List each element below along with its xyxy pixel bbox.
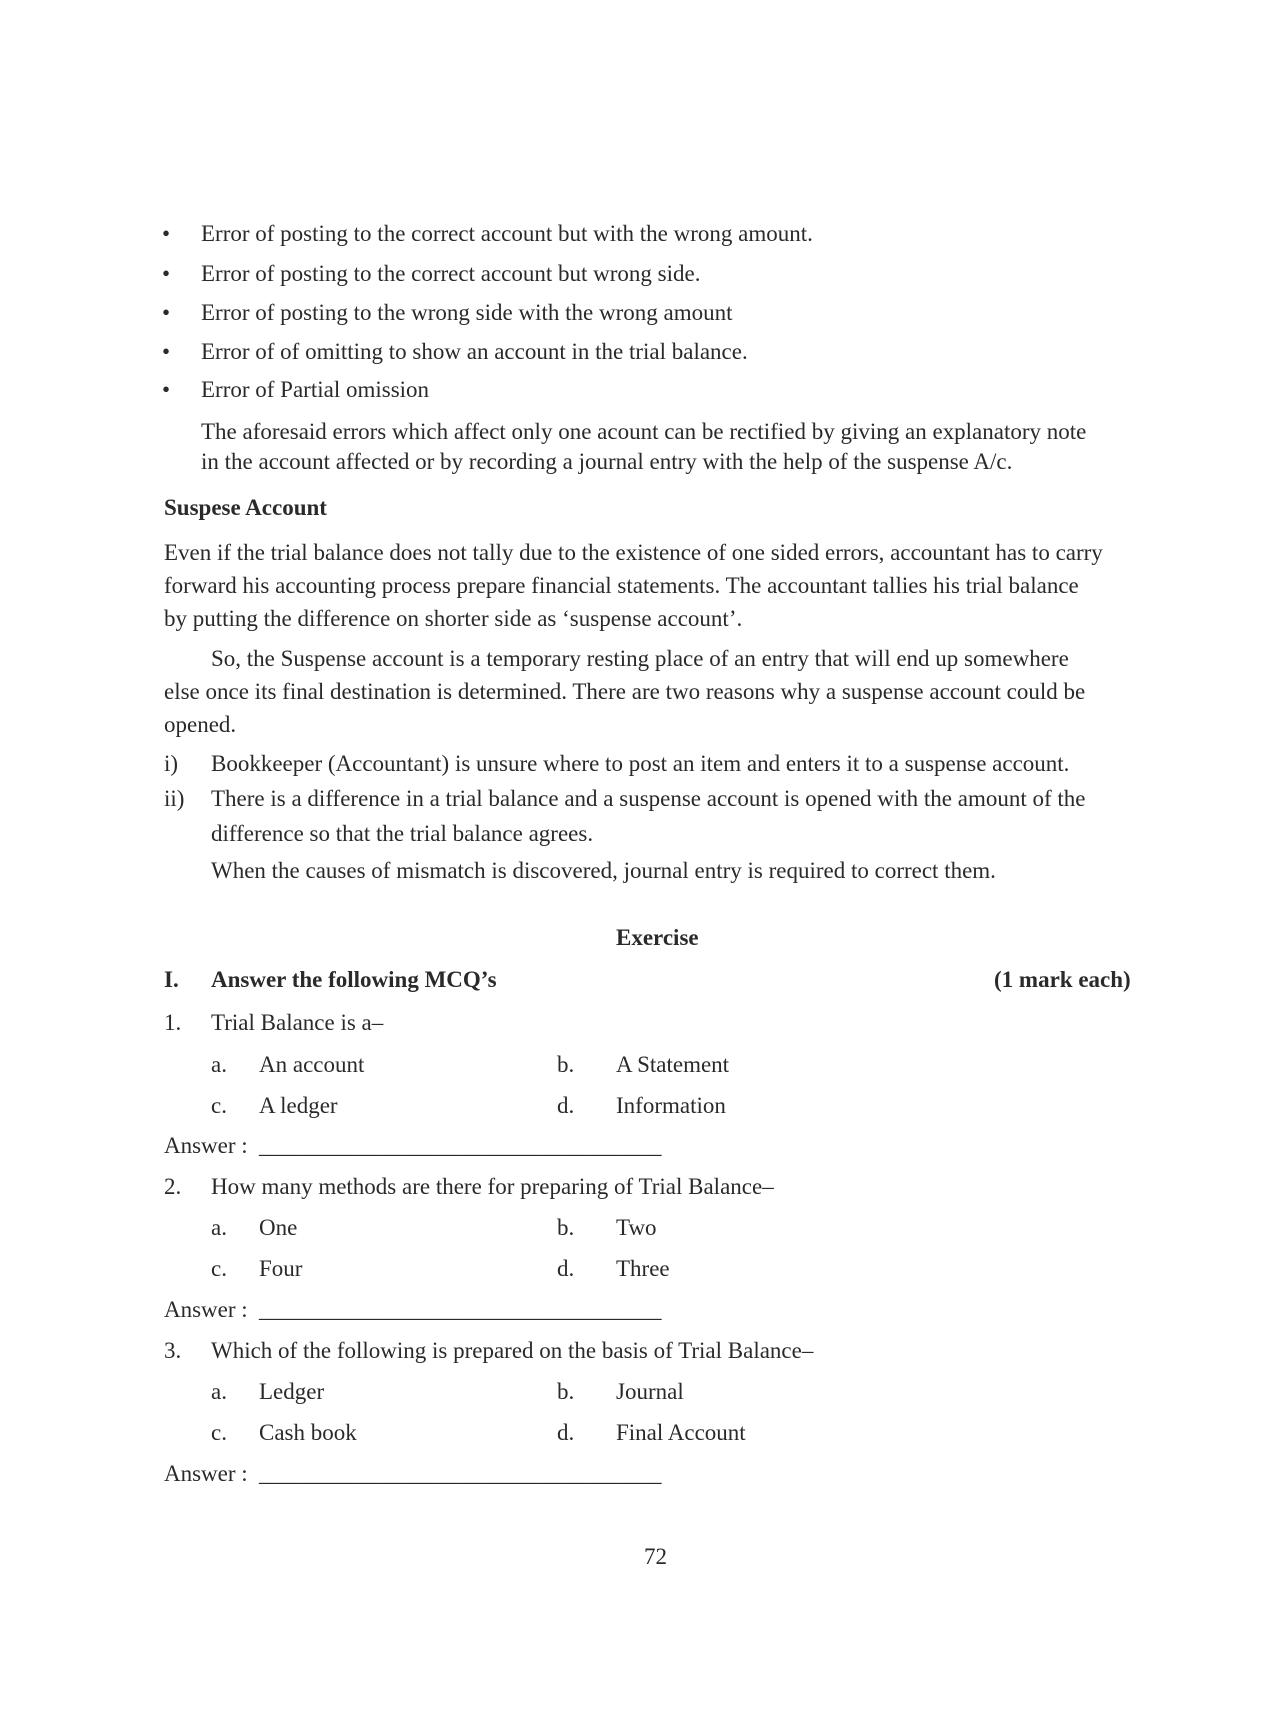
suspense-paragraph-line: else once its final destination is determined. There are two reasons why a suspense account could be: [164, 679, 1086, 704]
question-text: How many methods are there for preparing of Trial Balance–: [211, 1174, 774, 1199]
bullet-item: Error of of omitting to show an account in the trial balance.: [201, 339, 748, 364]
option-text: Three: [616, 1256, 670, 1281]
section-number: I.: [164, 967, 179, 992]
answer-blank[interactable]: ___________________________________: [259, 1297, 662, 1322]
section-marks: (1 mark each): [994, 967, 1131, 992]
bullet-item: Error of posting to the correct account but with the wrong amount.: [201, 221, 813, 246]
question-text: Which of the following is prepared on the basis of Trial Balance–: [211, 1338, 814, 1363]
question-number: 3.: [164, 1338, 182, 1363]
bullet-symbol: •: [162, 221, 171, 246]
option-letter: d.: [557, 1256, 575, 1281]
question-number: 1.: [164, 1010, 182, 1035]
option-letter: d.: [557, 1420, 575, 1445]
aforesaid-paragraph-line: in the account affected or by recording a journal entry with the help of the suspense A/c.: [201, 449, 1013, 474]
option-letter: b.: [557, 1215, 575, 1240]
suspense-heading: Suspese Account: [164, 495, 327, 520]
suspense-paragraph-line: So, the Suspense account is a temporary resting place of an entry that will end up somewhere: [211, 646, 1069, 671]
option-letter: a.: [211, 1052, 227, 1077]
option-letter: c.: [211, 1093, 227, 1118]
option-text: Ledger: [259, 1379, 325, 1404]
option-text: A ledger: [259, 1093, 338, 1118]
option-text: One: [259, 1215, 298, 1240]
suspense-paragraph-line: opened.: [164, 712, 237, 737]
option-text: Cash book: [259, 1420, 357, 1445]
question-number: 2.: [164, 1174, 182, 1199]
option-letter: a.: [211, 1379, 227, 1404]
section-title: Answer the following MCQ’s: [211, 967, 497, 992]
option-letter: d.: [557, 1093, 575, 1118]
option-letter: b.: [557, 1052, 575, 1077]
option-text: Final Account: [616, 1420, 746, 1445]
reason-text: Bookkeeper (Accountant) is unsure where to post an item and enters it to a suspense account.: [211, 751, 1070, 776]
option-text: Two: [616, 1215, 657, 1240]
reason-text: There is a difference in a trial balance and a suspense account is opened with the amount of the: [211, 786, 1086, 811]
aforesaid-paragraph-line: The aforesaid errors which affect only one acount can be rectified by giving an explanatory note: [201, 419, 1087, 444]
option-letter: c.: [211, 1420, 227, 1445]
bullet-symbol: •: [162, 339, 171, 364]
reason-text: difference so that the trial balance agrees.: [211, 821, 594, 846]
bullet-symbol: •: [162, 300, 171, 325]
bullet-item: Error of Partial omission: [201, 377, 430, 402]
option-letter: a.: [211, 1215, 227, 1240]
option-text: Information: [616, 1093, 726, 1118]
option-text: A Statement: [616, 1052, 730, 1077]
bullet-item: Error of posting to the correct account but wrong side.: [201, 261, 701, 286]
question-text: Trial Balance is a–: [211, 1010, 384, 1035]
bullet-item: Error of posting to the wrong side with the wrong amount: [201, 300, 733, 325]
option-text: Four: [259, 1256, 303, 1281]
suspense-paragraph-line: Even if the trial balance does not tally due to the existence of one sided errors, accountant has to carry: [164, 540, 1103, 565]
answer-blank[interactable]: ___________________________________: [259, 1133, 662, 1158]
option-text: Journal: [616, 1379, 684, 1404]
bullet-symbol: •: [162, 261, 171, 286]
reason-number: i): [164, 751, 179, 776]
mismatch-note: When the causes of mismatch is discovered, journal entry is required to correct them.: [211, 858, 996, 883]
suspense-paragraph-line: by putting the difference on shorter side as ‘suspense account’.: [164, 606, 743, 631]
option-text: An account: [259, 1052, 365, 1077]
option-letter: c.: [211, 1256, 227, 1281]
answer-blank[interactable]: ___________________________________: [259, 1461, 662, 1486]
exercise-title: Exercise: [616, 925, 699, 950]
answer-label: Answer :: [164, 1297, 248, 1322]
option-letter: b.: [557, 1379, 575, 1404]
answer-label: Answer :: [164, 1461, 248, 1486]
suspense-paragraph-line: forward his accounting process prepare financial statements. The accountant tallies his trial balance: [164, 573, 1079, 598]
page-number: 72: [644, 1544, 667, 1569]
reason-number: ii): [164, 786, 185, 811]
answer-label: Answer :: [164, 1133, 248, 1158]
bullet-symbol: •: [162, 377, 171, 402]
